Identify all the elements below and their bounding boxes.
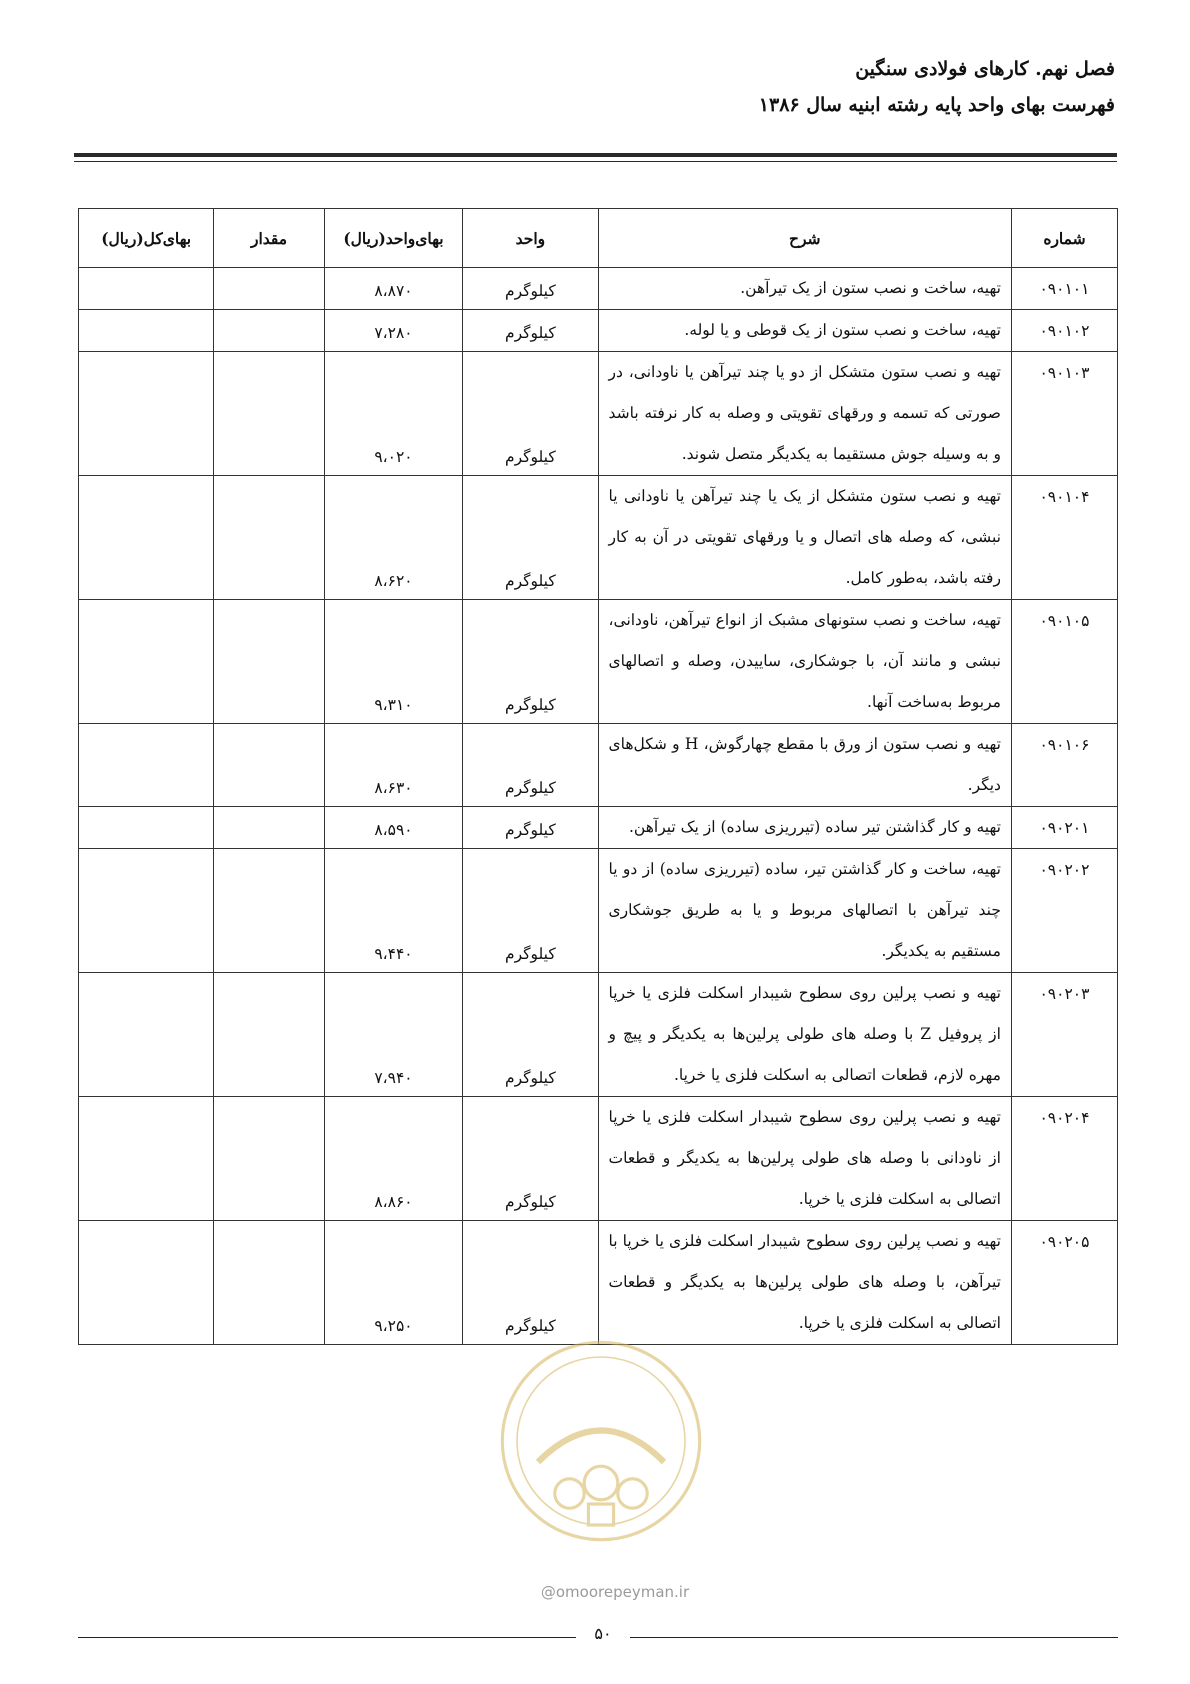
- item-unit: کیلوگرم: [463, 973, 598, 1097]
- item-description: تهیه، ساخت و نصب ستون از یک تیرآهن.: [598, 268, 1011, 310]
- item-number: ۰۹۰۲۰۱: [1011, 807, 1117, 849]
- item-unit: کیلوگرم: [463, 476, 598, 600]
- table-row: [79, 849, 1118, 973]
- column-header-unit: واحد: [463, 209, 598, 268]
- item-quantity: [214, 1097, 324, 1221]
- item-description: تهیه و نصب ستون متشکل از دو یا چند تیرآهن یا ناودانی، در صورتی که تسمه و ورقهای تقویتی و وصله به کار نرفته باشد و به وسیله جوش مستقیما به یکدیگر متصل شوند.: [598, 352, 1011, 476]
- item-total-price: [79, 973, 214, 1097]
- watermark-logo-icon: [496, 1336, 706, 1546]
- item-number: ۰۹۰۱۰۱: [1011, 268, 1117, 310]
- item-unit: کیلوگرم: [463, 1221, 598, 1345]
- table-row: [79, 724, 1118, 807]
- item-description: تهیه، ساخت و نصب ستون از یک قوطی و یا لوله.: [598, 310, 1011, 352]
- item-description: تهیه، ساخت و کار گذاشتن تیر، ساده (تیرریزی ساده) از دو یا چند تیرآهن با اتصالهای مربوط و یا به طریق جوشکاری مستقیم به یکدیگر.: [598, 849, 1011, 973]
- item-total-price: [79, 600, 214, 724]
- item-number: ۰۹۰۲۰۵: [1011, 1221, 1117, 1345]
- item-number: ۰۹۰۱۰۶: [1011, 724, 1117, 807]
- header-rule-thick: [74, 153, 1117, 157]
- item-total-price: [79, 1097, 214, 1221]
- item-total-price: [79, 352, 214, 476]
- table-body: [79, 268, 1118, 1345]
- item-unit-price: ۸،۸۷۰: [324, 268, 463, 310]
- item-unit: کیلوگرم: [463, 600, 598, 724]
- item-total-price: [79, 268, 214, 310]
- item-quantity: [214, 1221, 324, 1345]
- item-number: ۰۹۰۲۰۴: [1011, 1097, 1117, 1221]
- item-quantity: [214, 807, 324, 849]
- table-row: [79, 476, 1118, 600]
- table-row: [79, 600, 1118, 724]
- item-description: تهیه و نصب ستون متشکل از یک یا چند تیرآهن یا ناودانی یا نبشی، که وصله های اتصال و یا ورقهای تقویتی در آن به کار رفته باشد، به‌طور کامل.: [598, 476, 1011, 600]
- column-header-unit-price: بهای‌واحد(ریال): [324, 209, 463, 268]
- table-row: [79, 1097, 1118, 1221]
- watermark-site: @omoorepeyman.ir: [540, 1583, 690, 1601]
- item-unit: کیلوگرم: [463, 352, 598, 476]
- header-rule-thin: [74, 161, 1117, 162]
- item-unit-price: ۸،۸۶۰: [324, 1097, 463, 1221]
- item-number: ۰۹۰۱۰۵: [1011, 600, 1117, 724]
- item-unit: کیلوگرم: [463, 849, 598, 973]
- item-quantity: [214, 352, 324, 476]
- item-quantity: [214, 973, 324, 1097]
- table-row: [79, 268, 1118, 310]
- table-row: [79, 807, 1118, 849]
- item-unit-price: ۷،۲۸۰: [324, 310, 463, 352]
- item-total-price: [79, 310, 214, 352]
- page-header: [759, 58, 1115, 116]
- table-header-row: [79, 209, 1118, 268]
- item-unit-price: ۸،۶۲۰: [324, 476, 463, 600]
- item-number: ۰۹۰۲۰۲: [1011, 849, 1117, 973]
- item-unit: کیلوگرم: [463, 310, 598, 352]
- item-description: تهیه و نصب پرلین روی سطوح شیبدار اسکلت فلزی یا خرپا با تیرآهن، با وصله های طولی پرلین‌ها به یکدیگر و قطعات اتصالی به اسکلت فلزی یا خرپا.: [598, 1221, 1011, 1345]
- item-number: ۰۹۰۱۰۳: [1011, 352, 1117, 476]
- table-row: [79, 973, 1118, 1097]
- table-row: [79, 1221, 1118, 1345]
- item-unit-price: ۸،۵۹۰: [324, 807, 463, 849]
- item-number: ۰۹۰۱۰۲: [1011, 310, 1117, 352]
- item-quantity: [214, 310, 324, 352]
- item-total-price: [79, 724, 214, 807]
- item-total-price: [79, 1221, 214, 1345]
- item-description: تهیه و نصب ستون از ورق با مقطع چهارگوش، H و شکل‌های دیگر.: [598, 724, 1011, 807]
- column-header-total-price: بهای‌کل(ریال): [79, 209, 214, 268]
- item-unit-price: ۹،۳۱۰: [324, 600, 463, 724]
- item-quantity: [214, 849, 324, 973]
- item-total-price: [79, 849, 214, 973]
- column-header-quantity: مقدار: [214, 209, 324, 268]
- item-quantity: [214, 268, 324, 310]
- table-row: [79, 352, 1118, 476]
- footer-rule-right: [630, 1637, 1118, 1638]
- item-quantity: [214, 600, 324, 724]
- item-quantity: [214, 476, 324, 600]
- item-unit: کیلوگرم: [463, 268, 598, 310]
- item-unit: کیلوگرم: [463, 807, 598, 849]
- item-unit: کیلوگرم: [463, 1097, 598, 1221]
- column-header-description: شرح: [598, 209, 1011, 268]
- price-list-table: [78, 208, 1118, 1345]
- item-description: تهیه و نصب پرلین روی سطوح شیبدار اسکلت فلزی یا خرپا از ناودانی با وصله های طولی پرلین‌ها به یکدیگر و قطعات اتصالی به اسکلت فلزی یا خرپا.: [598, 1097, 1011, 1221]
- item-unit-price: ۹،۲۵۰: [324, 1221, 463, 1345]
- item-total-price: [79, 807, 214, 849]
- item-unit-price: ۹،۰۲۰: [324, 352, 463, 476]
- chapter-title: فصل نهم. کارهای فولادی سنگین: [855, 58, 1115, 80]
- document-title: فهرست بهای واحد پایه رشته ابنیه سال ۱۳۸۶: [758, 94, 1115, 116]
- item-description: تهیه، ساخت و نصب ستونهای مشبک از انواع تیرآهن، ناودانی، نبشی و مانند آن، با جوشکاری، ساییدن، وصله و اتصالهای مربوط به‌ساخت آنها.: [598, 600, 1011, 724]
- item-quantity: [214, 724, 324, 807]
- item-unit-price: ۸،۶۳۰: [324, 724, 463, 807]
- page-number: ۵۰: [594, 1624, 612, 1643]
- item-number: ۰۹۰۲۰۳: [1011, 973, 1117, 1097]
- item-total-price: [79, 476, 214, 600]
- footer-rule-left: [78, 1637, 576, 1638]
- item-unit-price: ۹،۴۴۰: [324, 849, 463, 973]
- item-description: تهیه و کار گذاشتن تیر ساده (تیرریزی ساده) از یک تیرآهن.: [598, 807, 1011, 849]
- table-row: [79, 310, 1118, 352]
- item-description: تهیه و نصب پرلین روی سطوح شیبدار اسکلت فلزی یا خرپا از پروفیل Z با وصله های طولی پرلین‌ها به یکدیگر و پیچ و مهره لازم، قطعات اتصالی به اسکلت فلزی یا خرپا.: [598, 973, 1011, 1097]
- item-number: ۰۹۰۱۰۴: [1011, 476, 1117, 600]
- item-unit-price: ۷،۹۴۰: [324, 973, 463, 1097]
- item-unit: کیلوگرم: [463, 724, 598, 807]
- column-header-number: شماره: [1011, 209, 1117, 268]
